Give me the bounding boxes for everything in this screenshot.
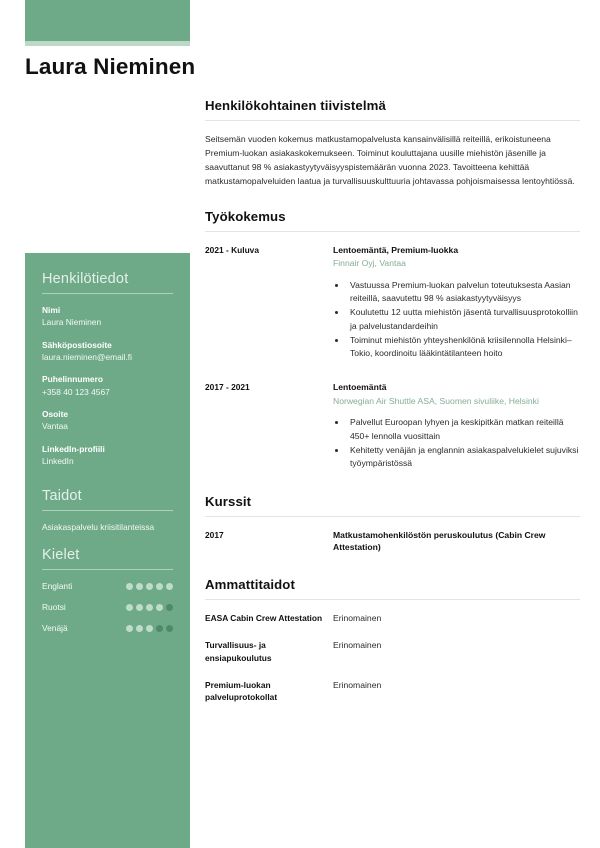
entry-body: [333, 244, 580, 361]
divider: [205, 231, 580, 232]
spacer: [205, 478, 580, 494]
list-item: • Palvellut Euroopan lyhyen ja keskipitkän matkan reiteillä 450+ lennolla vuosittain: [347, 416, 580, 444]
rating-dot-filled: [126, 604, 133, 611]
rating-dot-filled: [136, 625, 143, 632]
field-value[interactable]: laura.nieminen@email.fi: [42, 352, 132, 363]
language-row: [42, 602, 173, 612]
section-work-experience: [205, 209, 580, 471]
professional-skill-row: [205, 639, 580, 663]
rating-dot-empty: [166, 604, 173, 611]
language-name: Englanti: [42, 581, 73, 592]
rating-dot-filled: [136, 583, 143, 590]
section-courses: [205, 494, 580, 554]
list-item: • Kehitetty venäjän ja englannin asiakaspalvelukielet sujuviksi työympäristössä: [347, 444, 580, 472]
course-entry: [205, 529, 580, 554]
entry-body: [333, 381, 580, 471]
divider: [205, 599, 580, 600]
field-value: +358 40 123 4567: [42, 386, 110, 397]
field-label: Puhelinnumero: [42, 374, 103, 385]
rating-dot-filled: [146, 625, 153, 632]
language-rating-dots: [126, 625, 173, 632]
header-accent-block: [25, 0, 190, 41]
field-label: LinkedIn-profiili: [42, 443, 105, 454]
entry-organization: Norwegian Air Shuttle ASA, Suomen sivuliike, Helsinki: [333, 395, 539, 406]
sidebar-heading-skills: Taidot: [42, 488, 82, 505]
sidebar-section-skills: [42, 488, 173, 534]
section-summary: [205, 98, 580, 189]
section-heading-professional-skills: Ammattitaidot: [205, 576, 295, 592]
entry-job-title: Lentoemäntä: [333, 382, 387, 393]
course-title: Matkustamohenkilöstön peruskoulutus (Cabin Crew Attestation): [333, 530, 546, 553]
personal-field-email: [42, 340, 173, 364]
personal-field-name: [42, 305, 173, 329]
skill-level: Erinomainen: [333, 640, 382, 651]
entry-period: 2017 - 2021: [205, 382, 250, 393]
language-name: Ruotsi: [42, 602, 66, 613]
skill-name: EASA Cabin Crew Attestation: [205, 612, 323, 623]
sidebar: [25, 253, 190, 848]
rating-dot-empty: [156, 625, 163, 632]
field-value: Vantaa: [42, 421, 68, 432]
section-heading-work-experience: Työkokemus: [205, 208, 286, 224]
personal-field-linkedin: [42, 444, 173, 468]
divider: [42, 569, 173, 570]
field-label: Sähköpostiosoite: [42, 339, 112, 350]
rating-dot-filled: [146, 604, 153, 611]
personal-field-phone: [42, 374, 173, 398]
list-item: • Koulutettu 12 uutta miehistön jäsentä turvallisuusprotokolliin ja palvelustandardeihin: [347, 306, 580, 334]
sidebar-section-personal-details: [42, 271, 173, 467]
personal-field-address: [42, 409, 173, 433]
linkedin-link[interactable]: LinkedIn: [42, 456, 74, 467]
skill-name: Turvallisuus- ja ensiapukoulutus: [205, 640, 272, 663]
rating-dot-empty: [166, 625, 173, 632]
language-rating-dots: [126, 583, 173, 590]
main-content: [205, 98, 580, 718]
section-heading-courses: Kurssit: [205, 494, 252, 509]
skill-level: Erinomainen: [333, 612, 382, 623]
skill-level: Erinomainen: [333, 679, 382, 690]
entry-period: 2021 - Kuluva: [205, 244, 259, 255]
list-item: • Toiminut miehistön yhteyshenkilönä kriisilennolla Helsinki–Tokio, koordinoitu lääkintätilanteen hoito: [347, 334, 580, 362]
sidebar-heading-personal-details: Henkilötiedot: [42, 271, 129, 287]
rating-dot-filled: [156, 583, 163, 590]
field-value: Laura Nieminen: [42, 317, 102, 328]
entry-bullet-list: [333, 279, 580, 362]
language-row: [42, 581, 173, 591]
sidebar-section-languages: [42, 547, 173, 633]
rating-dot-filled: [156, 604, 163, 611]
work-experience-entry: [205, 244, 580, 361]
divider: [205, 120, 580, 121]
skill-item: Asiakaspalvelu kriisitilanteissa: [42, 522, 155, 533]
professional-skill-row: [205, 679, 580, 703]
header-accent-underline: [25, 41, 190, 46]
section-heading-summary: Henkilökohtainen tiivistelmä: [205, 98, 386, 113]
sidebar-heading-languages: Kielet: [42, 547, 80, 564]
entry-period: 2017: [205, 530, 224, 540]
field-label: Osoite: [42, 409, 69, 420]
entry-body: [333, 529, 580, 554]
page-title: Laura Nieminen: [25, 54, 196, 79]
spacer: [205, 368, 580, 381]
professional-skill-row: [205, 612, 580, 624]
work-experience-entry: [205, 381, 580, 471]
rating-dot-filled: [126, 625, 133, 632]
language-rating-dots: [126, 604, 173, 611]
rating-dot-filled: [146, 583, 153, 590]
spacer: [42, 478, 173, 488]
rating-dot-filled: [126, 583, 133, 590]
language-row: [42, 623, 173, 633]
section-professional-skills: [205, 577, 580, 703]
divider: [42, 293, 173, 294]
entry-job-title: Lentoemäntä, Premium-luokka: [333, 244, 459, 255]
entry-organization: Finnair Oyj, Vantaa: [333, 258, 406, 269]
rating-dot-filled: [136, 604, 143, 611]
spacer: [205, 561, 580, 577]
list-item: • Vastuussa Premium-luokan palvelun toteutuksesta Aasian reiteillä, saavutettu 98 % asiakastyytyväisyys: [347, 279, 580, 307]
divider: [205, 516, 580, 517]
summary-text: Seitsemän vuoden kokemus matkustamopalvelusta kansainvälisillä reiteillä, erikoistuneena Premium-luokan asiakaskokemukseen. Toiminut kouluttajana uusille miehistön jäsenille ja saavuttanut 98 % asiakastyytyväisyyspistemäärän vuonna 2023. Tavoitteena kehittää matkustamopalveluiden laatua ja turvallisuuskulttuuria johtavassa pohjoismaisessa lentoyhtiössä.: [205, 134, 575, 186]
divider: [42, 510, 173, 511]
field-label: Nimi: [42, 305, 61, 315]
rating-dot-filled: [166, 583, 173, 590]
entry-bullet-list: [333, 416, 580, 471]
language-name: Venäjä: [42, 623, 68, 634]
skill-name: Premium-luokan palveluprotokollat: [205, 679, 278, 702]
